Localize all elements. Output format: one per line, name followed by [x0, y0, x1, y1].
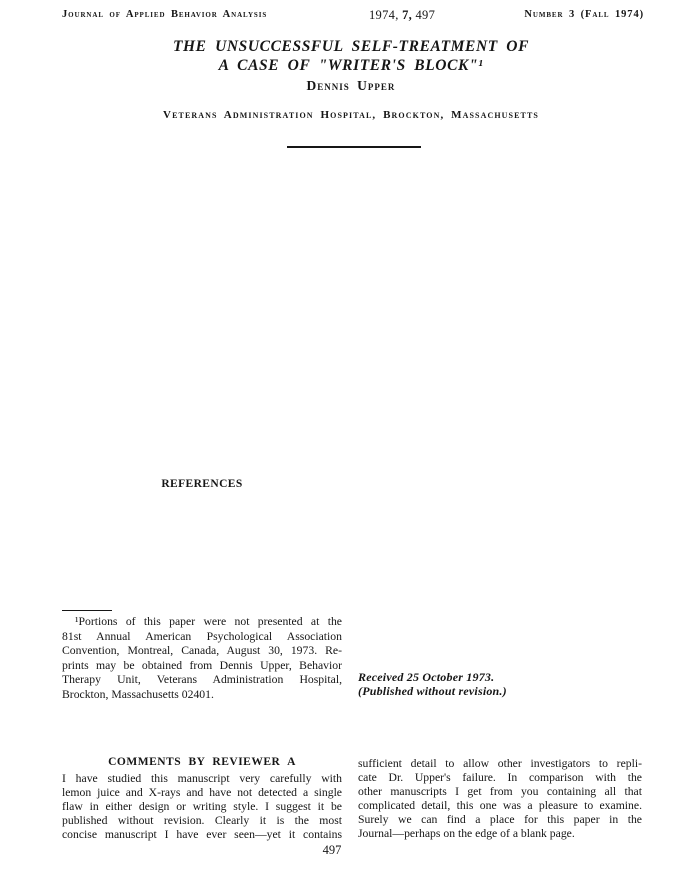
footnote-line: 81st Annual American Psychological Association	[62, 629, 342, 643]
comments-line: published without revision. Clearly it is the most	[62, 813, 342, 827]
footnote-block	[62, 610, 342, 702]
footnote-line: Therapy Unit, Veterans Administration Hospital,	[62, 673, 342, 687]
journal-name: Journal of Applied Behavior Analysis	[62, 9, 268, 20]
citation-page: 497	[415, 8, 436, 22]
citation-volume: 7,	[402, 8, 413, 22]
footnote-line: ¹Portions of this paper were not presented at the	[75, 615, 342, 628]
article-title-line-2: A CASE OF "WRITER'S BLOCK"¹	[218, 57, 484, 74]
comments-line: other manuscripts I get from you containing all that	[358, 785, 642, 799]
page-number: 497	[322, 843, 342, 857]
footnote-line: prints may be obtained from Dennis Upper, Behavior	[62, 658, 342, 672]
article-title-line-1: THE UNSUCCESSFUL SELF-TREATMENT OF	[172, 38, 530, 55]
comments-line: concise manuscript I have ever seen—yet it contains	[62, 827, 342, 841]
footnote-line: Brockton, Massachusetts 02401.	[62, 687, 214, 701]
received-block	[358, 671, 642, 699]
comments-line: Surely we can find a place for this paper in the	[358, 813, 642, 827]
comments-heading: COMMENTS BY REVIEWER A	[108, 756, 296, 768]
title-divider-rule	[287, 146, 421, 148]
citation-year: 1974,	[369, 8, 399, 22]
comments-line: sufficient detail to allow other investigators to repli-	[358, 757, 642, 770]
comments-line: flaw in either design or writing style. I suggest it be	[62, 799, 342, 813]
issue-label: Number 3 (Fall 1974)	[524, 9, 644, 20]
article-title	[62, 37, 640, 75]
author-affiliation: Veterans Administration Hospital, Brockton, Massachusetts	[163, 109, 539, 121]
reviewer-comments-right-column	[358, 757, 642, 842]
received-date: Received 25 October 1973.	[358, 670, 495, 684]
references-heading: REFERENCES	[161, 478, 243, 490]
volume-citation	[369, 8, 435, 23]
comments-line: I have studied this manuscript very carefully with	[62, 771, 342, 785]
footnote-separator-rule	[62, 610, 112, 611]
comments-line: Journal—perhaps on the edge of a blank page.	[358, 827, 575, 841]
comments-line: complicated detail, this one was a pleasure to examine.	[358, 799, 642, 813]
comments-line: cate Dr. Upper's failure. In comparison with the	[358, 771, 642, 785]
published-note: (Published without revision.)	[358, 683, 507, 698]
comments-line: lemon juice and X-rays and have not detected a single	[62, 785, 342, 799]
author-name: Dennis Upper	[306, 78, 396, 93]
footnote-line: Convention, Montreal, Canada, August 30, 1973. Re-	[62, 644, 342, 658]
reviewer-comments-left-column	[62, 756, 342, 842]
